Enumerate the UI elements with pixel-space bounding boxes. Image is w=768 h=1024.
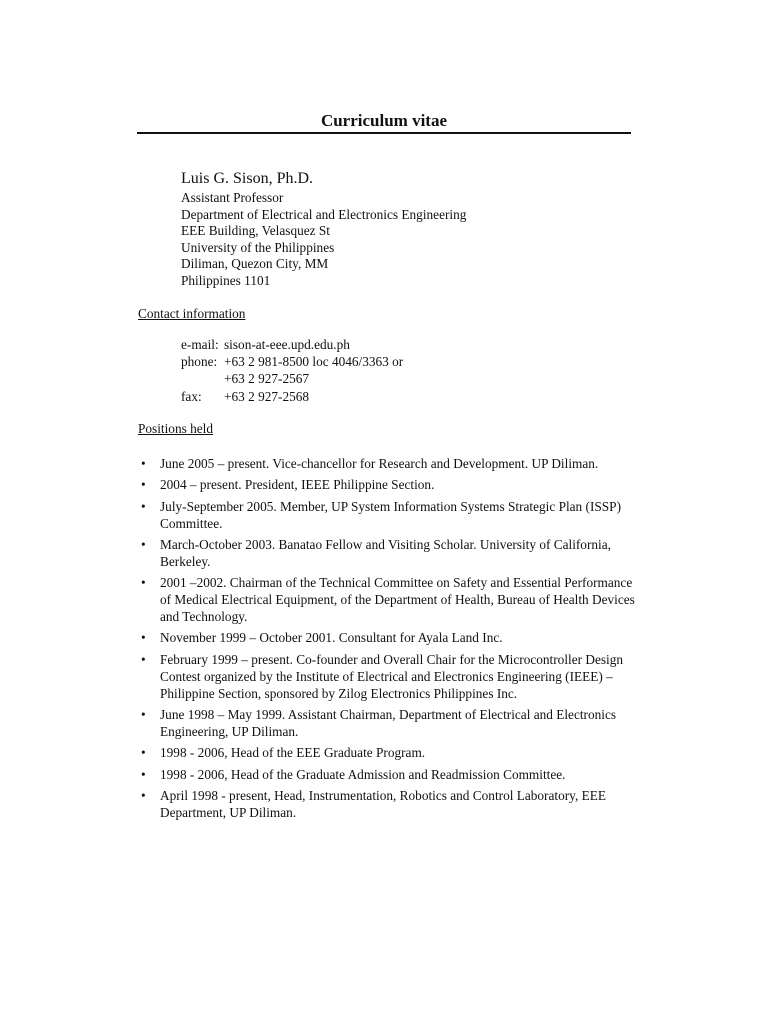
list-item xyxy=(138,651,638,702)
position-text: 2004 – present. President, IEEE Philippine Section. xyxy=(160,477,435,493)
bullet-icon: • xyxy=(141,498,146,514)
list-item xyxy=(138,766,638,783)
positions-held-heading: Positions held xyxy=(138,421,213,436)
phone-value: +63 2 981-8500 loc 4046/3363 or xyxy=(224,354,404,370)
bullet-icon: • xyxy=(141,787,146,803)
position-text: July-September 2005. Member, UP System Information Systems Strategic Plan (ISSP) Committee. xyxy=(160,498,622,531)
list-item xyxy=(138,706,638,740)
bullet-icon: • xyxy=(141,766,146,782)
list-item xyxy=(138,629,638,646)
address-line: Diliman, Quezon City, MM xyxy=(181,256,329,272)
position-text: 2001 –2002. Chairman of the Technical Committee on Safety and Essential Performance of Medical Electrical Equipment, of the Department of Health, Bureau of Health Devices and Technology. xyxy=(160,575,635,625)
position-text: 1998 - 2006, Head of the Graduate Admission and Readmission Committee. xyxy=(160,766,566,782)
bullet-icon: • xyxy=(141,745,146,761)
bullet-icon: • xyxy=(141,477,146,493)
document-title: Curriculum vitae xyxy=(320,111,448,130)
fax-value: +63 2 927-2568 xyxy=(224,388,310,404)
positions-list xyxy=(138,455,638,825)
position-text: April 1998 - present, Head, Instrumentation, Robotics and Control Laboratory, EEE Department, UP Diliman. xyxy=(160,787,606,820)
contact-information-heading: Contact information xyxy=(138,306,246,321)
bullet-icon: • xyxy=(141,456,146,471)
list-item xyxy=(138,744,638,761)
contact-block xyxy=(181,336,403,405)
address-line: Department of Electrical and Electronics Engineering xyxy=(181,206,467,222)
bullet-icon: • xyxy=(141,707,146,723)
position-text: February 1999 – present. Co-founder and Overall Chair for the Microcontroller Design Contest organized by the Institute of Electrical and Electronics Engineering (IEEE) – Philippine Section, sponsored by Zilog Electronics Philippines Inc. xyxy=(160,651,624,701)
person-name: Luis G. Sison, Ph.D. xyxy=(181,170,314,187)
contact-label xyxy=(181,370,224,387)
email-value: sison-at-eee.upd.edu.ph xyxy=(224,337,350,352)
contact-label: fax: xyxy=(181,388,202,404)
contact-row-phone-alt xyxy=(181,370,403,387)
bullet-icon: • xyxy=(141,575,146,591)
address-line: University of the Philippines xyxy=(181,239,335,255)
position-text: June 2005 – present. Vice-chancellor for Research and Development. UP Diliman. xyxy=(160,456,599,471)
address-line: EEE Building, Velasquez St xyxy=(181,223,330,239)
bullet-icon: • xyxy=(141,651,146,667)
phone-alt-value: +63 2 927-2567 xyxy=(224,371,310,387)
list-item xyxy=(138,536,638,570)
bullet-icon: • xyxy=(141,536,146,552)
contact-row-phone xyxy=(181,353,403,370)
position-text: June 1998 – May 1999. Assistant Chairman, Department of Electrical and Electronics Engineering, UP Diliman. xyxy=(160,707,617,740)
position-text: November 1999 – October 2001. Consultant for Ayala Land Inc. xyxy=(160,630,503,646)
address-line: Philippines 1101 xyxy=(181,272,271,288)
address-block xyxy=(181,169,466,290)
list-item xyxy=(138,574,638,625)
contact-label: phone: xyxy=(181,354,218,370)
list-item xyxy=(138,476,638,493)
address-line: Assistant Professor xyxy=(181,190,284,205)
position-text: March-October 2003. Banatao Fellow and Visiting Scholar. University of California, Berkeley. xyxy=(160,536,611,569)
contact-row-fax xyxy=(181,388,403,405)
list-item xyxy=(138,787,638,821)
contact-row-email xyxy=(181,336,403,353)
position-text: 1998 - 2006, Head of the EEE Graduate Program. xyxy=(160,745,426,761)
list-item xyxy=(138,455,638,472)
bullet-icon: • xyxy=(141,630,146,646)
title-underline-rule xyxy=(137,132,631,134)
list-item xyxy=(138,498,638,532)
contact-label: e-mail: xyxy=(181,337,219,352)
